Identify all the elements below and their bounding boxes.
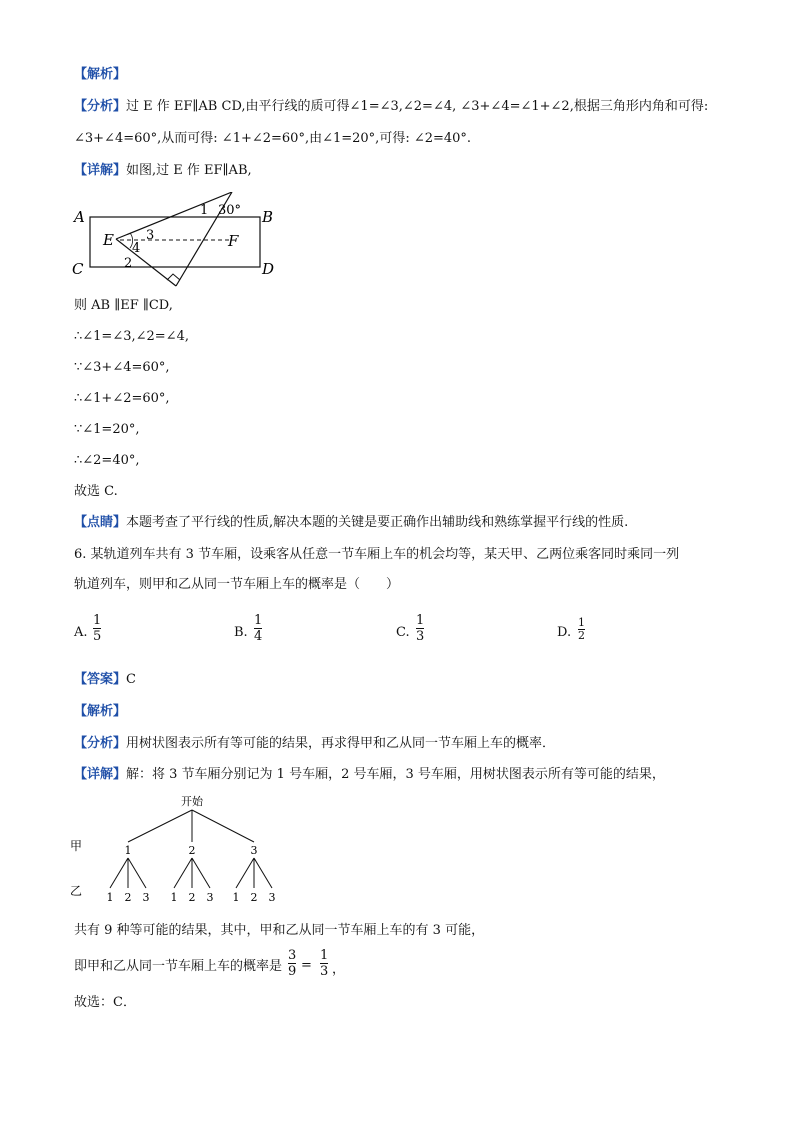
option-b-numerator: 1 (254, 613, 263, 628)
parallel-lines-figure (70, 192, 290, 290)
analysis-line-1: 过 E 作 EF∥AB CD,由平行线的质可得∠1=∠3,∠2=∠4, ∠3+∠4=∠1+∠2,根据三角形内角和可得: (126, 99, 709, 114)
option-b-letter: B. (234, 625, 248, 640)
option-a-fraction (93, 613, 101, 644)
answer-tag: 【答案】 (74, 672, 127, 687)
q6-jiexi-heading: 【解析】 (74, 704, 127, 719)
final-choice: 故选：C． (74, 995, 136, 1010)
step-5: ∵∠1=20°, (74, 422, 140, 437)
option-d-numerator: 1 (578, 616, 585, 629)
option-c-fraction (416, 613, 424, 644)
answer-value: C (126, 672, 136, 687)
tree-branch (236, 858, 254, 888)
tree-level2-node: 3 (142, 891, 150, 904)
option-a-numerator: 1 (93, 613, 102, 628)
option-d-letter: D. (557, 625, 572, 640)
label-angle-4: 4 (132, 241, 141, 256)
conclusion-1: 共有 9 种等可能的结果，其中，甲和乙从同一节车厢上车的有 3 可能， (74, 923, 485, 938)
step-1: 则 AB ∥EF ∥CD, (74, 298, 173, 313)
result-fraction-b (320, 948, 328, 979)
tree-level2-node: 1 (232, 891, 240, 904)
tree-level2-node: 3 (268, 891, 276, 904)
tree-branch (192, 858, 210, 888)
label-c: C (72, 260, 84, 278)
step-7: 故选 C. (74, 484, 118, 499)
option-c-letter: C. (396, 625, 410, 640)
option-c-numerator: 1 (416, 613, 425, 628)
jiexi-heading: 【解析】 (74, 67, 127, 82)
tree-level2-node: 1 (170, 891, 178, 904)
step-2: ∴∠1=∠3,∠2=∠4, (74, 329, 189, 344)
label-angle-30: 30° (218, 203, 242, 218)
question-number: 6. (74, 547, 87, 562)
key-point-text: 本题考查了平行线的性质,解决本题的关键是要正确作出辅助线和熟练掌握平行线的性质. (126, 515, 629, 530)
tree-level1-node: 1 (124, 844, 132, 857)
tree-level2-node: 1 (106, 891, 114, 904)
label-d: D (262, 260, 275, 278)
answer-paragraph (74, 671, 136, 689)
q6-detail-tag: 【详解】 (74, 767, 127, 782)
label-angle-2: 2 (124, 256, 133, 271)
detail-text: 如图,过 E 作 EF∥AB, (126, 163, 252, 178)
detail-tag: 【详解】 (74, 163, 127, 178)
label-angle-1: 1 (200, 203, 209, 218)
tree-row-jia: 甲 (70, 839, 83, 853)
label-b: B (262, 208, 274, 226)
result-fraction-a-num: 3 (288, 948, 297, 963)
result-fraction-b-den: 3 (320, 964, 329, 979)
result-fraction-b-num: 1 (320, 948, 329, 963)
tree-level2-node: 2 (250, 891, 258, 904)
key-point-paragraph (74, 514, 628, 532)
analysis-paragraph (74, 98, 708, 116)
question-stem-1: 某轨道列车共有 3 节车厢，设乘客从任意一节车厢上车的机会均等，某天甲、乙两位乘客同时乘同一列 (90, 547, 680, 562)
conclusion-2-prefix: 即甲和乙从同一节车厢上车的概率是 (74, 959, 283, 974)
tree-branch (110, 858, 128, 888)
result-fraction-a-den: 9 (288, 964, 297, 979)
analysis-tag: 【分析】 (74, 99, 127, 114)
option-d-fraction (578, 617, 585, 642)
q6-detail-paragraph (74, 766, 665, 784)
label-f: F (228, 232, 239, 250)
analysis-line-2: ∠3+∠4=60°,从而可得: ∠1+∠2=60°,由∠1=20°,可得: ∠2=40°. (74, 131, 472, 146)
tree-level2-node: 2 (124, 891, 132, 904)
tree-branch (254, 858, 272, 888)
tree-branch (174, 858, 192, 888)
q6-detail-text: 解：将 3 节车厢分别记为 1 号车厢，2 号车厢，3 号车厢，用树状图表示所有等可能的结果， (126, 767, 665, 782)
q6-analysis-text: 用树状图表示所有等可能的结果，再求得甲和乙从同一节车厢上车的概率． (126, 736, 556, 751)
key-point-tag: 【点睛】 (74, 515, 127, 530)
option-b-fraction (254, 613, 262, 644)
label-a: A (74, 208, 85, 226)
label-angle-3: 3 (146, 228, 155, 243)
tree-level1-node: 3 (250, 844, 258, 857)
detail-paragraph (74, 162, 252, 180)
step-4: ∴∠1+∠2=60°, (74, 391, 170, 406)
tree-branch (128, 858, 146, 888)
triangle-side-top (116, 192, 232, 239)
tree-branch (192, 810, 254, 842)
step-3: ∵∠3+∠4=60°, (74, 360, 170, 375)
option-d-denominator: 2 (578, 629, 585, 642)
option-a-denominator: 5 (93, 629, 102, 644)
equals-sign: = (301, 958, 312, 973)
right-angle-mark (167, 274, 180, 280)
step-6: ∴∠2=40°, (74, 453, 140, 468)
tree-level1-node: 2 (188, 844, 196, 857)
q6-analysis-paragraph (74, 735, 555, 753)
question-6-line-1 (74, 546, 679, 564)
tree-start-label: 开始 (181, 795, 203, 808)
tree-level2-node: 2 (188, 891, 196, 904)
result-fraction-a (288, 948, 296, 979)
tree-row-yi: 乙 (70, 884, 83, 898)
option-c-denominator: 3 (416, 629, 425, 644)
q6-analysis-tag: 【分析】 (74, 736, 127, 751)
option-b-denominator: 4 (254, 629, 263, 644)
conclusion-2-suffix: ， (332, 962, 346, 977)
tree-diagram (66, 792, 306, 910)
label-e: E (103, 231, 114, 249)
tree-level2-node: 3 (206, 891, 214, 904)
option-a-letter: A. (74, 625, 88, 640)
question-stem-2: 轨道列车，则甲和乙从同一节车厢上车的概率是（ ） (74, 577, 400, 592)
tree-branch (128, 810, 192, 842)
